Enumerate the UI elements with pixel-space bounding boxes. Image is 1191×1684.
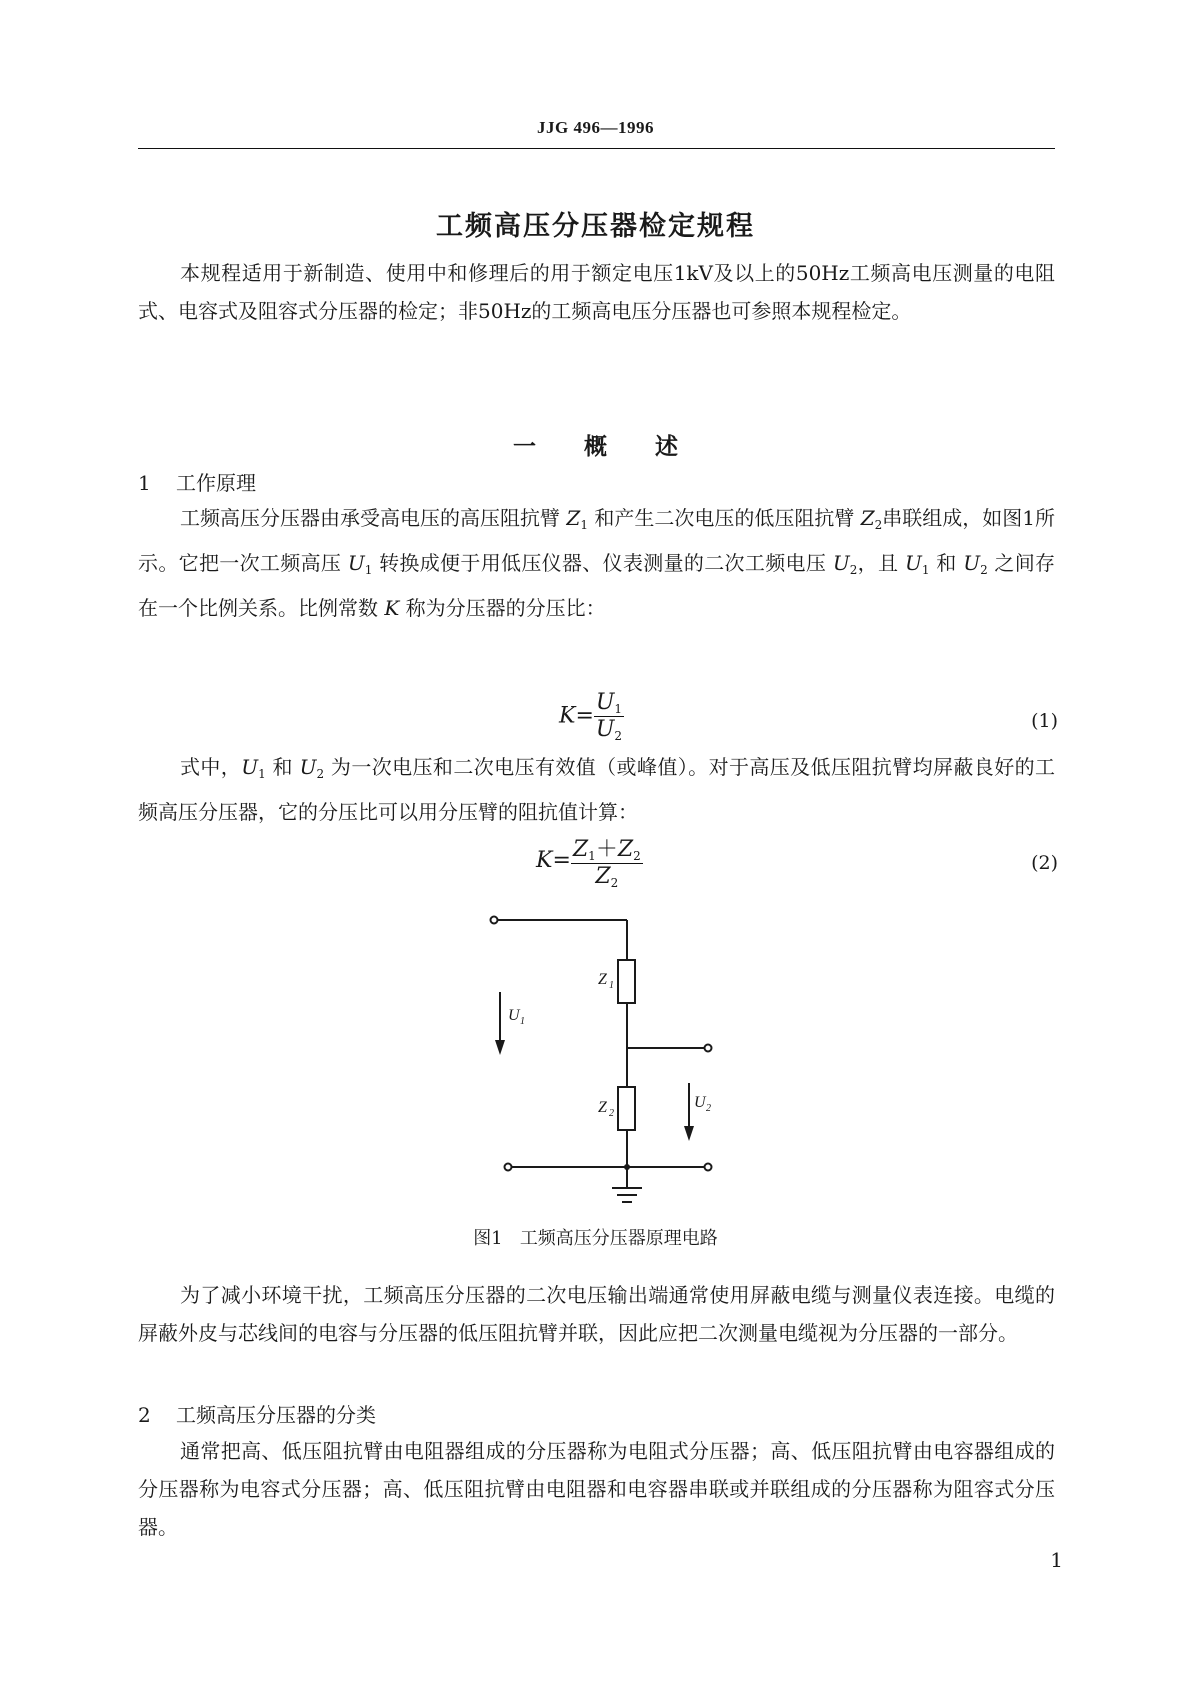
output-terminal [705, 1045, 712, 1052]
equation-2: K= $\frac{Z_1+Z_2}{Z_2}$ [536, 832, 643, 890]
page-number: 1 [1050, 1548, 1063, 1572]
figure-number: 图1 [473, 1228, 503, 1249]
u1-label: U [508, 1007, 520, 1024]
u1-arrow-head [495, 1040, 505, 1055]
subheading-number: 2 [138, 1403, 151, 1427]
section-title-char-2: 述 [655, 434, 679, 460]
z1-label: Z [598, 971, 607, 988]
z1-resistor [618, 960, 635, 1003]
equation-1-number: (1) [1031, 710, 1058, 732]
equation-explanation-paragraph: 式中，$U_1$ 和 $U_2$ 为一次电压和二次电压有效值（或峰值）。对于高压及低压阻抗臂均屏蔽良好的工频高压分压器，它的分压比可以用分压臂的阻抗值计算： [138, 755, 1056, 824]
section-number: 一 [512, 434, 536, 460]
intro-paragraph: 本规程适用于新制造、使用中和修理后的用于额定电压1kV及以上的50Hz工频高电压测量的电阻式、电容式及阻容式分压器的检定；非50Hz的工频高电压分压器也可参照本规程检定。 [138, 261, 1055, 323]
ground-junction-dot [624, 1164, 630, 1170]
subheading-number: 1 [138, 471, 151, 495]
z2-label-sub: 2 [609, 1108, 614, 1119]
input-bottom-terminal [505, 1164, 512, 1171]
u2-label: U [694, 1094, 706, 1111]
subheading-text: 工作原理 [176, 471, 256, 495]
u2-arrow-head [684, 1126, 694, 1141]
equation-2-number: (2) [1031, 852, 1058, 874]
classification-paragraph: 通常把高、低压阻抗臂由电阻器组成的分压器称为电阻式分压器；高、低压阻抗臂由电容器组成的分压器称为电容式分压器；高、低压阻抗臂由电阻器和电容器串联或并联组成的分压器称为阻容式分压器。 [138, 1439, 1055, 1539]
document-code-header: JJG 496—1996 [537, 118, 654, 137]
figure-caption [0, 1224, 1191, 1250]
u2-label-sub: 2 [706, 1103, 711, 1114]
z1-label-sub: 1 [609, 980, 614, 991]
z2-resistor [618, 1087, 635, 1130]
figure-caption-text: 工频高压分压器原理电路 [519, 1228, 718, 1249]
subheading-2 [138, 1400, 376, 1430]
z2-label: Z [598, 1099, 607, 1116]
equation-1: K= $\frac{U_1}{U_2}$ [559, 690, 623, 743]
shield-cable-paragraph: 为了减小环境干扰，工频高压分压器的二次电压输出端通常使用屏蔽电缆与测量仪表连接。电缆的屏蔽外皮与芯线间的电容与分压器的低压阻抗臂并联，因此应把二次测量电缆视为分压器的一部分。 [138, 1283, 1055, 1345]
input-top-terminal [491, 917, 498, 924]
subheading-text: 工频高压分压器的分类 [176, 1403, 376, 1427]
document-title: 工频高压分压器检定规程 [436, 211, 755, 242]
output-bottom-terminal [705, 1164, 712, 1171]
principle-paragraph: 工频高压分压器由承受高电压的高压阻抗臂 $Z_1$ 和产生二次电压的低压阻抗臂 $Z_2$串联组成，如图1所示。它把一次工频高压 $U_1$ 转换成便于用低压仪器、仪表测量的二次工频电压 $U_2$，且 $U_1$ 和 $U_2$ 之间存在一个比例关系。比例常数 K 称为分压器的分压比： [138, 506, 1056, 620]
section-title-char-1: 概 [584, 434, 607, 460]
u1-label-sub: 1 [520, 1016, 525, 1027]
